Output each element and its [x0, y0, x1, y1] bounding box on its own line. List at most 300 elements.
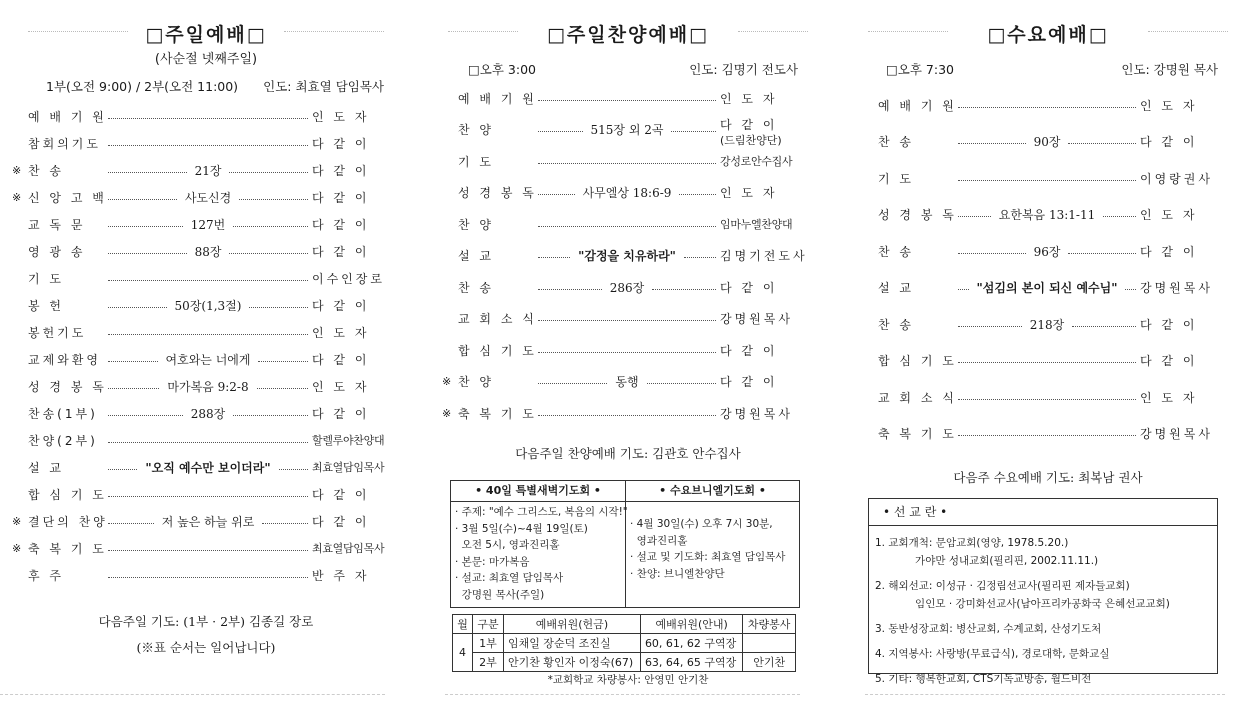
leader-dots: [262, 523, 308, 524]
order-label-text: 교제와환영: [28, 352, 101, 367]
order-person: [720, 247, 808, 264]
leader-dots: [958, 253, 1026, 254]
stand-mark: ※: [442, 406, 452, 420]
order-person-text: 인 도 자: [720, 186, 778, 200]
order-person: [720, 405, 798, 422]
leader-dots: [108, 415, 183, 416]
stand-mark: ※: [442, 375, 452, 388]
service-leader: 인도: 최효열 담임목사: [263, 79, 384, 94]
box-line: · 3월 5일(수)~4월 19일(토): [455, 522, 588, 535]
order-person: [1140, 133, 1218, 150]
mission-line: 임인모 · 강미화선교사(남아프리카공화국 은혜선교교회): [875, 598, 1170, 610]
order-row: [878, 169, 1218, 187]
order-person-text: 다 같 이: [1140, 317, 1198, 332]
order-person: [720, 184, 798, 201]
leader-dots: [233, 226, 308, 227]
leader-dots: [538, 383, 607, 384]
order-label-text: 찬 송: [878, 244, 914, 259]
leader-dots: [958, 216, 991, 217]
order-label: [458, 90, 537, 107]
divider: [0, 694, 385, 695]
order-label-text: 찬 송: [458, 280, 494, 295]
order-row: [458, 89, 798, 107]
leader-dots: [647, 383, 716, 384]
order-label: [28, 378, 107, 395]
order-label-text: 축 복 기 도: [458, 406, 537, 421]
order-person-text: 인 도 자: [1140, 390, 1198, 405]
order-row: [458, 184, 798, 202]
order-person-text: 최효열담임목사: [312, 461, 385, 474]
leader-dots: [1072, 326, 1136, 327]
order-person: [312, 297, 384, 314]
leader-dots: [538, 320, 716, 321]
order-person-text: 다 같 이: [1140, 244, 1198, 259]
leader-dots: [679, 194, 716, 195]
leader-dots: [108, 496, 308, 497]
order-label-text: 참회의기도: [28, 136, 101, 151]
order-row: [12, 161, 384, 179]
leader-dots: [229, 253, 308, 254]
order-person-text: 인 도 자: [1140, 208, 1198, 222]
order-label-text: 합 심 기 도: [878, 354, 957, 368]
order-row: [458, 247, 808, 265]
order-person-text: 임마누엘찬양대: [720, 218, 793, 231]
leader-dots: [108, 199, 177, 200]
order-row: [878, 242, 1218, 260]
order-label: [458, 342, 537, 359]
section-title: □주일찬양예배□: [546, 24, 710, 46]
order-label: [28, 189, 107, 206]
box-line: · 주제: "예수 그리스도, 복음의 시작!": [455, 506, 628, 518]
order-person: [720, 90, 798, 107]
order-detail: "오직 예수만 보이더라": [145, 460, 271, 475]
order-label-text: 기 도: [28, 271, 64, 286]
order-detail: "감정을 치유하라": [578, 249, 676, 263]
order-label-text: 찬 송: [878, 317, 914, 332]
order-row: [878, 279, 1218, 297]
leader-dots: [958, 326, 1022, 327]
order-label: [28, 243, 104, 260]
order-label: [28, 351, 104, 368]
leader-dots: [538, 194, 575, 195]
order-person: [1140, 243, 1218, 260]
order-label: [878, 206, 957, 223]
mission-title: • 선 교 란 •: [869, 499, 1217, 526]
order-row: [28, 404, 384, 422]
order-row: [878, 425, 1218, 443]
mission-line: 가야만 성내교회(필리핀, 2002.11.11.): [875, 555, 1099, 567]
order-detail: 218장: [1029, 317, 1065, 332]
box-title: • 수요브니엘기도회 •: [626, 481, 799, 502]
order-person: [1140, 425, 1218, 442]
order-row: [12, 539, 385, 557]
order-person-text: 다 같 이: [312, 163, 370, 178]
order-person-text: 최효열담임목사: [312, 542, 385, 555]
leader-dots: [538, 100, 716, 101]
order-label-text: 성 경 봉 독: [28, 379, 107, 394]
order-label-text: 성 경 봉 독: [458, 186, 537, 200]
order-row: [28, 242, 384, 260]
order-person: [1140, 170, 1218, 187]
order-row: [28, 431, 384, 449]
leader-dots: [108, 361, 158, 362]
leader-dots: [233, 415, 308, 416]
order-row: [28, 323, 384, 341]
order-person-text: 김명기전도사: [720, 249, 808, 263]
order-detail: 저 높은 하늘 위로: [161, 514, 255, 529]
order-person: [312, 243, 384, 260]
order-detail: 515장 외 2곡: [590, 123, 664, 137]
order-person-text: 이수인장로: [312, 271, 385, 286]
box-line: · 4월 30일(수) 오후 7시 30분,: [630, 518, 773, 530]
order-person: [1140, 352, 1218, 369]
order-label: [878, 279, 954, 296]
order-person-text: 다 같 이: [1140, 135, 1198, 149]
order-row: [878, 133, 1218, 151]
order-detail: 127번: [190, 217, 226, 232]
order-person: [1140, 206, 1218, 223]
service-leader: 인도: 강명원 목사: [1121, 62, 1218, 77]
order-label-text: 설 교: [458, 249, 494, 263]
table-header: 예배위원(헌금): [503, 615, 640, 634]
order-label: [878, 97, 957, 114]
order-person: [720, 118, 798, 147]
order-person: [312, 108, 384, 125]
leader-dots: [257, 388, 308, 389]
leader-dots: [258, 361, 308, 362]
order-person-text: 이영랑권사: [1140, 171, 1213, 186]
order-row: [458, 152, 798, 170]
section-title: □주일예배□: [145, 24, 267, 46]
box-line: · 본문: 마가복음: [455, 555, 530, 568]
order-row: [28, 350, 384, 368]
service-time: □오후 7:30: [886, 62, 955, 77]
order-row: [458, 278, 798, 296]
next-prayer: 다음주일 찬양예배 기도: 김관호 안수집사: [515, 446, 741, 461]
order-person-text: 다 같 이: [312, 406, 370, 421]
order-detail: 사무엘상 18:6-9: [582, 186, 672, 200]
order-detail: 50장(1,3절): [174, 298, 242, 313]
order-row: [28, 566, 384, 584]
order-person: [720, 216, 798, 232]
leader-dots: [1125, 289, 1136, 290]
order-label: [458, 405, 537, 422]
order-label-text: 영 광 송: [28, 244, 86, 259]
order-row: [28, 485, 384, 503]
leader-dots: [958, 362, 1136, 363]
order-person: [1140, 316, 1218, 333]
order-row: [28, 458, 384, 476]
service-leader: 인도: 김명기 전도사: [689, 62, 798, 77]
standing-note: (※표 순서는 일어납니다): [136, 640, 276, 655]
order-row: [458, 118, 798, 147]
order-detail: 288장: [190, 406, 226, 421]
order-label-text: 봉헌기도: [28, 325, 87, 340]
order-person-text: 인 도 자: [312, 325, 370, 340]
leader-dots: [1068, 253, 1136, 254]
order-label: [878, 425, 957, 442]
order-person: [312, 486, 384, 503]
table-header: 차량봉사: [743, 615, 796, 634]
order-row: [878, 206, 1218, 224]
order-person: [312, 162, 384, 179]
order-label-text: 설 교: [878, 281, 914, 295]
leader-dots: [958, 107, 1136, 108]
order-person-text: 강명원목사: [1140, 281, 1213, 295]
order-person-text: 다 같 이: [312, 514, 370, 529]
stand-mark: ※: [12, 190, 22, 204]
order-label-text: 찬 송: [28, 163, 64, 178]
order-label: [28, 162, 104, 179]
order-person: [312, 351, 384, 368]
order-detail: 21장: [194, 163, 222, 178]
order-person: [312, 432, 384, 448]
order-person: [720, 373, 798, 390]
order-person: [1140, 389, 1218, 406]
leader-dots: [538, 226, 716, 227]
order-row: [878, 352, 1218, 370]
leader-dots: [249, 307, 308, 308]
order-person: [312, 513, 384, 530]
leader-dots: [108, 550, 308, 551]
wednesday-prayer-box: [626, 481, 799, 607]
order-row: [28, 269, 384, 287]
table-cell: 60, 61, 62 구역장: [640, 634, 742, 653]
order-detail: 88장: [194, 244, 222, 259]
order-person-text: 다 같 이: [312, 136, 370, 151]
leader-dots: [1103, 216, 1136, 217]
announcement-box: [450, 480, 800, 608]
stand-mark: ※: [12, 541, 22, 555]
table-month: 4: [453, 634, 473, 672]
leader-dots: [108, 469, 137, 470]
leader-dots: [684, 257, 716, 258]
section-title: □수요예배□: [987, 24, 1109, 46]
order-label: [28, 108, 107, 125]
order-label: [878, 243, 954, 260]
order-label-text: 설 교: [28, 460, 64, 475]
table-header: 월: [453, 615, 473, 634]
box-title: • 40일 특별새벽기도회 •: [451, 481, 625, 502]
order-person: [312, 216, 384, 233]
leader-dots: [108, 118, 308, 119]
next-prayer: 다음주 수요예배 기도: 최복남 권사: [953, 470, 1143, 485]
table-cell: 안기찬: [743, 653, 796, 672]
order-detail: 96장: [1033, 244, 1061, 259]
order-label-text: 예 배 기 원: [28, 109, 107, 124]
order-person-text: 다 같 이: [312, 190, 370, 205]
order-label: [28, 540, 107, 557]
leader-dots: [108, 523, 154, 524]
leader-dots: [538, 415, 716, 416]
order-row: [28, 134, 384, 152]
order-label-text: 결단의 찬양: [28, 514, 108, 529]
order-label: [878, 389, 957, 406]
leader-dots: [538, 257, 570, 258]
leader-dots: [108, 577, 308, 578]
order-label: [458, 279, 534, 296]
mission-line: 2. 해외선교: 이성규 · 김정림선교사(필리핀 제자들교회): [875, 580, 1130, 592]
order-person-text: 인 도 자: [1140, 98, 1198, 113]
order-person: [720, 310, 798, 327]
leader-dots: [108, 172, 187, 173]
order-label: [458, 121, 534, 138]
table-cell: 2부: [473, 653, 504, 672]
sunday-praise-service-column: [442, 0, 808, 718]
wednesday-service-column: [875, 0, 1218, 718]
table-cell: 안기찬 황인자 이정숙(67): [503, 653, 640, 672]
order-row: [28, 377, 384, 395]
leader-dots: [538, 352, 716, 353]
order-label-text: 찬 송: [878, 135, 914, 149]
order-person-text: 다 같 이: [720, 343, 778, 358]
order-person-text: 다 같 이: [1140, 354, 1198, 368]
table-note: *교회학교 차량봉사: 안영민 안기찬: [547, 674, 709, 686]
box-line: · 설교 및 기도화: 최효열 담임목사: [630, 551, 786, 563]
sunday-service-column: [12, 0, 385, 718]
service-info: [458, 60, 798, 78]
order-person-text: 강성로안수집사: [720, 155, 793, 168]
order-person-note: (드림찬양단): [720, 134, 782, 147]
order-person: [720, 342, 798, 359]
mission-line: 3. 동반성장교회: 병산교회, 수계교회, 산성기도처: [875, 623, 1102, 635]
order-person-text: 다 같 이: [720, 375, 778, 389]
leader-dots: [652, 289, 716, 290]
leader-dots: [1068, 143, 1136, 144]
order-label: [28, 432, 104, 449]
order-label-text: 신 앙 고 백: [28, 190, 107, 205]
order-label: [458, 247, 534, 264]
order-row: [878, 315, 1218, 333]
order-row: [28, 107, 384, 125]
order-label: [28, 216, 104, 233]
order-row: [28, 215, 384, 233]
order-person-text: 다 같 이: [720, 280, 778, 295]
order-person-text: 반 주 자: [312, 568, 370, 583]
box-line: · 찬양: 브니엘찬양단: [630, 567, 725, 580]
order-label-text: 성 경 봉 독: [878, 208, 957, 222]
order-label-text: 축 복 기 도: [878, 427, 957, 441]
order-label-text: 축 복 기 도: [28, 541, 107, 556]
order-person-text: 다 같 이: [312, 298, 370, 313]
leader-dots: [958, 180, 1136, 181]
order-label-text: 기 도: [878, 171, 914, 186]
box-line: 강명원 목사(주일): [455, 588, 545, 601]
order-row: [458, 215, 798, 233]
order-label: [458, 310, 537, 327]
order-person-text: 다 같 이: [312, 487, 370, 502]
leader-dots: [538, 131, 583, 132]
order-label: [878, 170, 954, 187]
order-label: [28, 567, 104, 584]
stand-mark: ※: [12, 514, 22, 528]
order-detail: 286장: [609, 280, 645, 295]
order-detail: "섬김의 본이 되신 예수님": [976, 281, 1118, 295]
order-person: [312, 540, 384, 556]
order-label-text: 찬 양: [458, 217, 494, 232]
service-info: [878, 60, 1218, 78]
table-header: 예배위원(안내): [640, 615, 742, 634]
order-person-text: 다 같 이: [312, 217, 370, 232]
order-person: [1140, 279, 1218, 296]
order-row: [442, 373, 798, 391]
order-label: [878, 352, 957, 369]
order-label: [458, 184, 537, 201]
order-label-text: 찬양(2부): [28, 433, 98, 448]
leader-dots: [108, 388, 159, 389]
order-person: [312, 270, 384, 287]
order-detail: 요한복음 13:1-11: [998, 208, 1096, 222]
leader-dots: [958, 399, 1136, 400]
leader-dots: [229, 172, 308, 173]
order-person-text: 강명원목사: [1140, 427, 1213, 441]
order-person: [1140, 97, 1218, 114]
mission-box: [868, 498, 1218, 685]
order-row: [458, 310, 798, 328]
order-label-text: 찬송(1부): [28, 406, 98, 421]
order-row: [458, 341, 798, 359]
box-line: 영과진리홀: [630, 534, 688, 547]
order-person: [720, 279, 798, 296]
leader-dots: [239, 199, 308, 200]
box-line: 오전 5시, 영과진리홀: [455, 539, 560, 551]
leader-dots: [108, 253, 187, 254]
order-label: [878, 133, 954, 150]
order-label: [878, 316, 954, 333]
service-time: 1부(오전 9:00) / 2부(오전 11:00): [46, 79, 239, 94]
order-person: [312, 378, 384, 395]
order-label-text: 교 회 소 식: [458, 312, 537, 326]
order-label-text: 합 심 기 도: [28, 487, 107, 502]
leader-dots: [108, 442, 308, 443]
table-cell: [743, 634, 796, 653]
order-row: [878, 96, 1218, 114]
order-person: [312, 459, 384, 475]
order-detail: 사도신경: [184, 190, 232, 205]
order-person-text: 다 같 이: [312, 244, 370, 259]
leader-dots: [958, 143, 1026, 144]
order-row: [878, 388, 1218, 406]
order-person: [312, 405, 384, 422]
leader-dots: [538, 289, 602, 290]
order-person: [312, 189, 384, 206]
order-row: [28, 296, 384, 314]
order-label: [28, 513, 108, 530]
order-label-text: 합 심 기 도: [458, 343, 537, 358]
mission-line: 5. 기타: 행복한교회, CTS기독교방송, 월드비전: [875, 673, 1092, 685]
order-label-text: 교 회 소 식: [878, 390, 957, 405]
order-detail: 90장: [1033, 135, 1061, 149]
service-time: □오후 3:00: [468, 62, 537, 77]
order-label: [28, 135, 104, 152]
order-person: [312, 135, 384, 152]
order-label-text: 찬 양: [458, 123, 494, 137]
order-person: [312, 567, 384, 584]
order-person-text: 인 도 자: [312, 109, 370, 124]
order-detail: 동행: [615, 375, 639, 389]
order-person-text: 인 도 자: [720, 91, 778, 106]
order-label: [28, 459, 104, 476]
dawn-prayer-box: [451, 481, 626, 607]
leader-dots: [958, 289, 969, 290]
order-label-text: 예 배 기 원: [878, 98, 957, 113]
section-subtitle: (사순절 넷째주일): [154, 52, 258, 67]
order-label: [28, 324, 104, 341]
next-prayer: 다음주일 기도: (1부 · 2부) 김종길 장로: [98, 614, 314, 629]
leader-dots: [108, 280, 308, 281]
order-row: [12, 188, 384, 206]
order-label: [458, 216, 534, 233]
